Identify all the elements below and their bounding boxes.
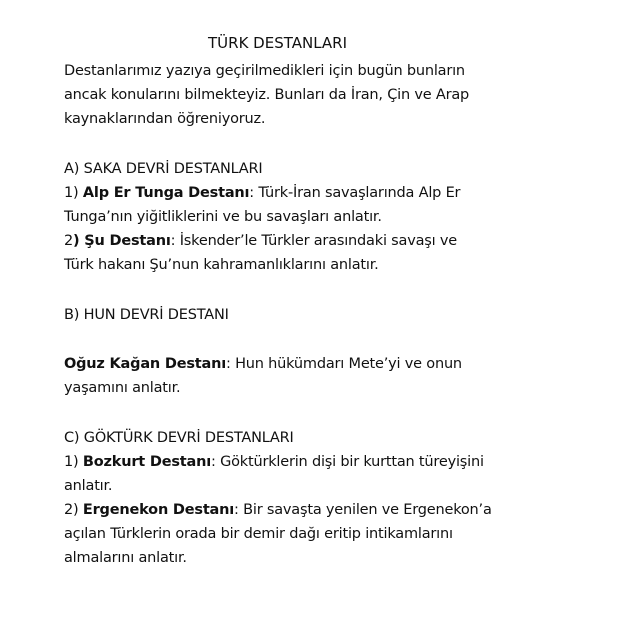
saka-item-2-desc-1: : İskender’le Türkler arasındaki savaşı ve (170, 233, 457, 249)
gokturk-item-2-desc-1: : Bir savaşta yenilen ve Ergenekon’a (234, 502, 492, 518)
saka-item-2-line-2: Türk hakanı Şu’nun kahramanlıklarını anlatır. (64, 257, 379, 273)
section-c-heading: C) GÖKTÜRK DEVRİ DESTANLARI (64, 430, 294, 446)
gokturk-item-2-line-1 (64, 501, 492, 519)
gokturk-item-1-line-2: anlatır. (64, 478, 113, 494)
gokturk-item-2-line-2: açılan Türklerin orada bir demir dağı eritip intikamlarını (64, 526, 453, 542)
saka-item-1-line-1 (64, 184, 460, 202)
page-title: TÜRK DESTANLARI (208, 34, 348, 52)
intro-line-3: kaynaklarından öğreniyoruz. (64, 111, 266, 127)
gokturk-item-1-number: 1) (64, 454, 83, 470)
saka-item-2-name: ) Şu Destanı (73, 233, 171, 249)
gokturk-item-2-name: Ergenekon Destanı (82, 502, 235, 518)
saka-item-2-number: 2 (64, 233, 74, 249)
section-a-heading: A) SAKA DEVRİ DESTANLARI (64, 161, 263, 177)
hun-item-line-2: yaşamını anlatır. (64, 380, 181, 396)
saka-item-1-number: 1) (64, 185, 83, 201)
saka-item-1-line-2: Tunga’nın yiğitliklerini ve bu savaşları anlatır. (64, 209, 382, 225)
hun-item-name: Oğuz Kağan Destanı (64, 356, 226, 372)
hun-item-desc-1: : Hun hükümdarı Mete’yi ve onun (225, 356, 462, 372)
intro-line-2: ancak konularını bilmekteyiz. Bunları da İran, Çin ve Arap (64, 87, 470, 103)
gokturk-item-2-line-3: almalarını anlatır. (64, 550, 187, 566)
gokturk-item-1-line-1 (64, 453, 484, 471)
saka-item-1-desc-1: : Türk-İran savaşlarında Alp Er (249, 185, 461, 201)
section-b-heading: B) HUN DEVRİ DESTANI (64, 307, 229, 323)
saka-item-2-line-1 (64, 232, 457, 250)
hun-item-line-1 (64, 355, 462, 373)
gokturk-item-1-name: Bozkurt Destanı (82, 454, 211, 470)
intro-line-1: Destanlarımız yazıya geçirilmedikleri için bugün bunların (64, 63, 465, 79)
gokturk-item-2-number: 2) (64, 502, 83, 518)
saka-item-1-name: Alp Er Tunga Destanı (82, 185, 250, 201)
gokturk-item-1-desc-1: : Göktürklerin dişi bir kurttan türeyişini (210, 454, 484, 470)
